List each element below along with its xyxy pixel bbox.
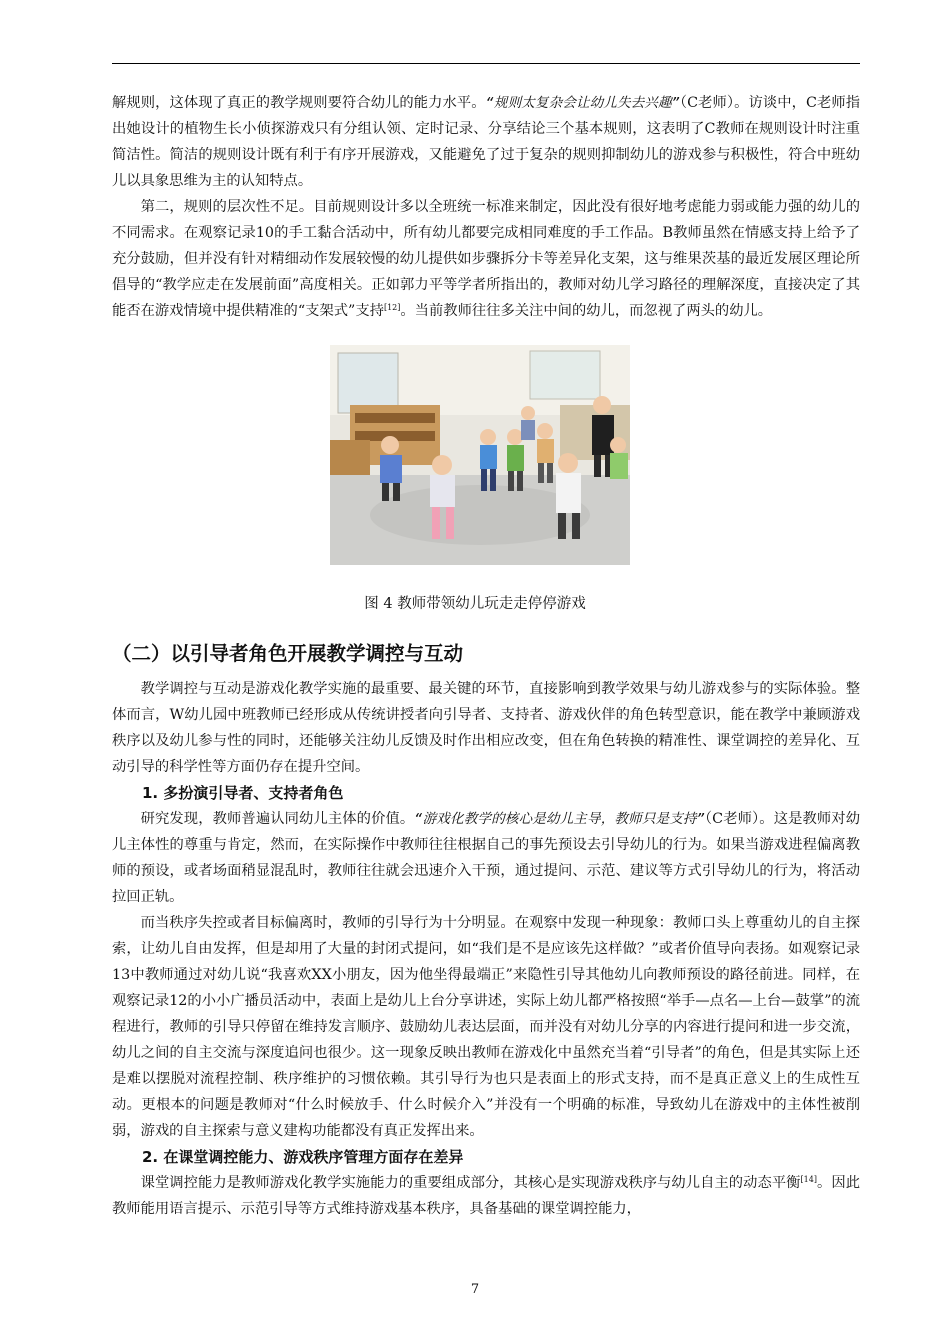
- paragraph-control-ability: 课堂调控能力是教师游戏化教学实施能力的重要组成部分，其核心是实现游戏秩序与幼儿自主的动态平衡[14]。因此教师能用语言提示、示范引导等方式维持游戏基本秩序，具备基础的课堂调控能力，: [112, 1175, 861, 1217]
- citation-14: [14]: [800, 1175, 817, 1184]
- body-text-top: [112, 90, 860, 324]
- section-title: （二）以引导者角色开展教学调控与互动: [112, 642, 464, 665]
- figure-caption: 图 4 教师带领幼儿玩走走停停游戏: [364, 596, 586, 612]
- subheading-guide-role: 1. 多扮演引导者、支持者角色: [142, 784, 344, 802]
- paragraph-intro: 教学调控与互动是游戏化教学实施的最重要、最关键的环节，直接影响到教学效果与幼儿游戏参与的实际体验。整体而言，W幼儿园中班教师已经形成从传统讲授者向引导者、支持者、游戏伙伴的角色转型意识，能在教学中兼顾游戏秩序以及幼儿参与性的同时，还能够关注幼儿反馈及时作出相应改变，但在角色转换的精准性、课堂调控的差异化、互动引导的科学性等方面仍存在提升空间。: [112, 681, 860, 775]
- header-rule: [112, 63, 860, 64]
- subheading-classroom-control: 2. 在课堂调控能力、游戏秩序管理方面存在差异: [142, 1148, 464, 1166]
- section-heading: [112, 638, 860, 666]
- teacher-quote-2: “游戏化教学的核心是幼儿主导，教师只是支持”: [414, 811, 705, 827]
- citation-12: [12]: [383, 303, 401, 312]
- classroom-photo: [330, 345, 630, 565]
- paragraph-child-subject: 研究发现，教师普遍认同幼儿主体的价值。“游戏化教学的核心是幼儿主导，教师只是支持”（C老师）。这是教师对幼儿主体性的尊重与肯定，然而，在实际操作中教师往往根据自己的事先预设去引导幼儿的行为。如果当游戏进程偏离教师的预设，或者场面稍显混乱时，教师往往就会迅速介入干预，通过提问、示范、建议等方式引导幼儿的行为，将活动拉回正轨。: [112, 811, 861, 905]
- page-number: 7: [470, 1282, 480, 1297]
- body-text-bottom: [112, 676, 860, 1222]
- teacher-quote: “规则太复杂会让幼儿失去兴趣”: [485, 95, 680, 111]
- paragraph-guidance-observation: 而当秩序失控或者目标偏离时，教师的引导行为十分明显。在观察中发现一种现象：教师口头上尊重幼儿的自主探索，让幼儿自由发挥，但是却用了大量的封闭式提问，如“我们是不是应该先这样做？”或者价值导向表扬。如观察记录13中教师通过对幼儿说“我喜欢XX小朋友，因为他坐得最端正”来隐性引导其他幼儿向教师预设的路径前进。同样，在观察记录12的小小广播员活动中，表面上是幼儿上台分享讲述，实际上幼儿都严格按照“举手—点名—上台—鼓掌”的流程进行，教师的引导只停留在维持发言顺序、鼓励幼儿表达层面，而并没有对幼儿分享的内容进行提问和进一步交流，幼儿之间的自主交流与深度追问也很少。这一现象反映出教师在游戏化中虽然充当着“引导者”的角色，但是其实际上还是难以摆脱对流程控制、秩序维护的习惯依赖。其引导行为也只是表面上的形式支持，而不是真正意义上的生成性互动。更根本的问题是教师对“什么时候放手、什么时候介入”并没有一个明确的标准，导致幼儿在游戏中的主体性被削弱，游戏的自主探索与意义建构功能都没有真正发挥出来。: [112, 915, 860, 1139]
- paragraph-rules-simplicity: 解规则，这体现了真正的教学规则要符合幼儿的能力水平。“规则太复杂会让幼儿失去兴趣”（C老师）。访谈中，C老师指出她设计的植物生长小侦探游戏只有分组认领、定时记录、分享结论三个基本规则，这表明了C教师在规则设计时注重简洁性。简洁的规则设计既有利于有序开展游戏，又能避免了过于复杂的规则抑制幼儿的游戏参与积极性，符合中班幼儿以具象思维为主的认知特点。: [112, 95, 861, 189]
- classroom-photo-drawing: [330, 345, 630, 565]
- paragraph-rules-hierarchy: 第二，规则的层次性不足。目前规则设计多以全班统一标准来制定，因此没有很好地考虑能力弱或能力强的幼儿的不同需求。在观察记录10的手工黏合活动中，所有幼儿都要完成相同难度的手工作品。B教师虽然在情感支持上给予了充分鼓励，但并没有针对精细动作发展较慢的幼儿提供如步骤拆分卡等差异化支架，这与维果茨基的最近发展区理论所倡导的“教学应走在发展前面”高度相关。正如郭力平等学者所指出的，教师对幼儿学习路径的理解深度，直接决定了其能否在游戏情境中提供精准的“支架式”支持[12]。当前教师往往多关注中间的幼儿，而忽视了两头的幼儿。: [112, 199, 860, 319]
